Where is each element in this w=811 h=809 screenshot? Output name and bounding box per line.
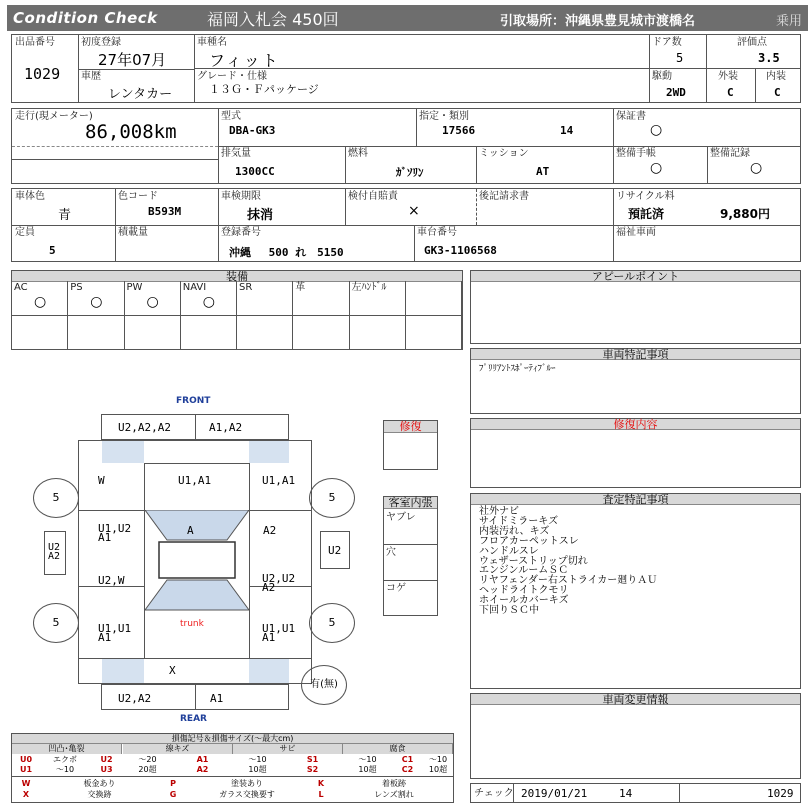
legend-cell: U0: [19, 755, 33, 764]
int-grade: C: [774, 86, 781, 99]
first-reg-label: 初度登録: [81, 37, 121, 48]
panel-row3-right: U2,U2 A2: [262, 572, 296, 594]
front-bumper-left: U2,A2,A2: [118, 421, 171, 434]
interior-hole: 穴: [386, 547, 396, 558]
windshield-rear-glass: [145, 510, 249, 614]
maintenance-record: ○: [750, 160, 763, 176]
equipment-header-0: AC: [14, 282, 28, 293]
inspector-panel: [470, 493, 801, 689]
check-date: 2019/01/21: [521, 787, 588, 800]
legend-cell: G: [169, 790, 177, 799]
appeal-title: アピールポイント: [471, 271, 800, 282]
legend-cell: 20超: [138, 765, 157, 774]
inspector-note: 社外ナビ: [479, 506, 519, 517]
app-title: Condition Check: [13, 9, 158, 27]
history: レンタカー: [108, 87, 173, 102]
legend-cell: S1: [306, 755, 319, 764]
equipment-header-3: NAVI: [182, 282, 207, 293]
fuel: ｶﾞｿﾘﾝ: [396, 166, 424, 179]
inspection-label: 車検期限: [221, 191, 261, 202]
legend-cell: エクボ: [53, 755, 77, 764]
legend-cell: ～10: [248, 755, 267, 764]
plate-label: 登録番号: [221, 227, 261, 238]
legend-cell: ～10: [428, 755, 448, 764]
inspector-notes: [479, 507, 657, 616]
manual-label: 整備手帳: [616, 148, 656, 159]
interior-label: 客室内張: [384, 497, 437, 509]
color-code-label: 色コード: [118, 191, 158, 202]
autoliab-label: 検付自賠責: [348, 191, 398, 202]
displacement: 1300CC: [235, 165, 275, 178]
listing-no: 1029: [24, 65, 61, 83]
inspector-note: サイドミラーキズ: [479, 515, 559, 527]
maintenance-manual: ○: [650, 160, 663, 176]
panel-row1-right: U1,A1: [262, 474, 296, 487]
pickup-location: 引取場所：沖縄県豊見城市渡橋名: [500, 14, 696, 29]
equipment-value-2: ○: [146, 294, 159, 310]
grade-label: グレード・仕様: [197, 71, 267, 82]
legend-cell: A2: [196, 765, 209, 774]
model-label: 車種名: [197, 37, 227, 48]
mission-label: ミッション: [479, 148, 529, 159]
legend-category: 線キズ: [123, 744, 233, 754]
legend-cell: 交換跡: [87, 790, 112, 799]
inspector-note: ヘッドライトクモリ: [479, 585, 569, 597]
warranty-label: 保証書: [616, 111, 646, 122]
inspector-note: フロアカーペットスレ: [479, 535, 579, 547]
legend-cell: ～10: [55, 765, 75, 774]
tire-front-left: 5: [33, 478, 79, 518]
drive-label: 駆動: [652, 71, 672, 82]
inspector-note: 下回りＳＣ中: [479, 605, 539, 617]
inspector-note: ホイールカバーキズ: [479, 595, 569, 607]
panel-row4-left: U1,U1 A1: [98, 622, 132, 644]
legend-cell: P: [170, 779, 176, 788]
legend-cell: L: [318, 790, 324, 799]
recycle-fee: 9,880円: [720, 207, 770, 221]
designation: 17566: [442, 124, 476, 137]
rear-bumper-right: A1: [210, 692, 224, 705]
left-side-value: U2 A2: [48, 542, 61, 562]
special-text: ﾌﾟﾘﾘｱﾝﾄｽﾎﾟｰﾃｨﾌﾞﾙｰ: [479, 364, 556, 374]
inspector-note: エンジンルームＳＣ: [479, 565, 569, 577]
ext-label: 外装: [718, 71, 738, 82]
legend-cell: W: [21, 779, 31, 788]
repair-content-panel: [470, 418, 801, 488]
legend-cell: X: [22, 790, 30, 799]
capacity: 5: [49, 244, 56, 257]
spare-tire: 有(無): [301, 665, 347, 705]
postbill-label: 後記請求書: [479, 191, 529, 202]
legend-cell: U1: [19, 765, 33, 774]
check-label: チェック: [474, 788, 514, 799]
interior-box: [383, 496, 438, 616]
inspector-note: ウェザーストリップ切れ: [479, 555, 588, 567]
legend-category: 腐食: [343, 744, 453, 754]
rear-bumper-left: U2,A2: [118, 692, 152, 705]
mileage-label: 走行(現メーター): [15, 111, 93, 122]
appeal-panel: [470, 270, 801, 344]
legend-cell: ～10: [358, 755, 377, 764]
panel-row2-left: U1,U2 A1: [98, 522, 132, 544]
tire-front-right: 5: [309, 478, 355, 518]
score: 3.5: [758, 51, 780, 65]
first-reg: 27年07月: [98, 51, 167, 69]
repair-content-title: 修復内容: [471, 419, 800, 430]
changes-title: 車両変更情報: [471, 694, 800, 705]
int-label: 内装: [766, 71, 786, 82]
panel-row4-right: U1,U1 A1: [262, 622, 296, 644]
repair-label: 修復: [384, 421, 437, 433]
legend-cell: C2: [401, 765, 414, 774]
equipment-header-6: 左ﾊﾝﾄﾞﾙ: [351, 282, 387, 293]
type-label: 型式: [221, 111, 241, 122]
legend-cell: 板金あり: [83, 779, 116, 788]
front-bumper-right: A1,A2: [209, 421, 243, 434]
recycle-status: 預託済: [628, 207, 665, 221]
inspector-note: 内装汚れ、キズ: [479, 525, 550, 537]
welfare-label: 福祉車両: [616, 227, 656, 238]
panel-row5-mid: X: [169, 664, 176, 677]
panel-row1-left: W: [98, 474, 105, 487]
model-name: フィット: [209, 51, 280, 70]
equipment-value-0: ○: [34, 294, 47, 310]
color-code: B593M: [148, 205, 182, 218]
legend-title: 損傷記号＆損傷サイズ(～最大cm): [12, 734, 453, 744]
legend-category: サビ: [233, 744, 343, 754]
doors-label: ドア数: [652, 37, 682, 48]
equipment-value-3: ○: [202, 294, 215, 310]
designation2: 14: [560, 124, 574, 137]
right-side-value: U2: [328, 544, 342, 557]
tire-rear-right: 5: [309, 603, 355, 643]
mission: AT: [536, 165, 550, 178]
autoliab: ×: [408, 203, 420, 219]
changes-panel: [470, 693, 801, 779]
equipment-header-4: SR: [239, 282, 253, 293]
equipment-title: 装備: [12, 271, 462, 282]
trunk-label: trunk: [180, 619, 204, 629]
chassis-number: GK3-1106568: [424, 244, 497, 257]
inspection-expiry: 抹消: [247, 208, 274, 223]
recycle-label: リサイクル料: [616, 191, 675, 202]
auction-name: 福岡入札会 450回: [207, 10, 339, 29]
legend-cell: C1: [401, 755, 414, 764]
equipment-header-1: PS: [70, 282, 83, 293]
tire-rear-left: 5: [33, 603, 79, 643]
special-panel: [470, 348, 801, 414]
inspector-note: リヤフェンダー右ストライカー廻りＡＵ: [479, 575, 658, 587]
listing-no-label: 出品番号: [15, 37, 55, 48]
ext-grade: C: [727, 86, 734, 99]
panel-row2-mid: A: [187, 524, 194, 537]
load-label: 積載量: [118, 227, 148, 238]
check-number: 1029: [767, 787, 794, 800]
legend-cell: U3: [100, 765, 113, 774]
grade: １３Ｇ・Ｆパッケージ: [209, 83, 319, 96]
chassis-label: 車台番号: [417, 227, 457, 238]
interior-burn: コゲ: [386, 583, 406, 594]
inspector-title: 査定特記事項: [471, 494, 800, 505]
legend-cell: K: [317, 779, 325, 788]
check-day: 14: [619, 787, 633, 800]
plate-number: 沖縄 500 れ 5150: [229, 246, 344, 259]
model-type: DBA-GK3: [229, 124, 276, 137]
equipment-header-5: 革: [295, 282, 306, 293]
rear-label: REAR: [180, 714, 207, 724]
record-label: 整備記録: [710, 148, 750, 159]
drive: 2WD: [666, 86, 686, 99]
inspector-note: ハンドルスレ: [479, 545, 539, 557]
legend-cell: 10超: [358, 765, 377, 774]
vehicle-category: 乗用: [776, 14, 803, 29]
panel-row2-right: A2: [263, 524, 277, 537]
body-color: 青: [58, 208, 72, 223]
legend-cell: レンズ割れ: [374, 790, 414, 799]
mileage: 86,008km: [85, 121, 177, 143]
score-label: 評価点: [737, 37, 767, 48]
legend-cell: 10超: [248, 765, 267, 774]
footer-bar: [470, 783, 801, 803]
front-label: FRONT: [176, 396, 211, 406]
legend-cell: 10超: [428, 765, 448, 774]
legend-cell: S2: [306, 765, 319, 774]
panel-row1-mid: U1,A1: [178, 474, 212, 487]
legend-cell: A1: [196, 755, 209, 764]
legend-cell: 着板跡: [382, 779, 406, 788]
special-title: 車両特記事項: [471, 349, 800, 360]
equipment-value-1: ○: [90, 294, 103, 310]
panel-row3-left: U2,W: [98, 574, 125, 587]
color-label: 車体色: [15, 191, 45, 202]
legend-cell: ガラス交換要す: [219, 790, 275, 799]
designation-label: 指定・類別: [419, 111, 469, 122]
repair-box: [383, 420, 438, 470]
fuel-label: 燃料: [348, 148, 368, 159]
doors: 5: [676, 51, 684, 65]
displacement-label: 排気量: [221, 148, 251, 159]
legend-cell: 塗装あり: [231, 779, 263, 788]
capacity-label: 定員: [15, 227, 35, 238]
legend-cell: U2: [100, 755, 113, 764]
warranty: ○: [650, 122, 663, 138]
interior-tear: ヤブレ: [386, 512, 416, 523]
legend-category: 凹凸･亀裂: [12, 744, 122, 754]
legend-cell: ～20: [138, 755, 157, 764]
damage-legend: [11, 733, 454, 803]
history-label: 車歴: [81, 71, 101, 82]
equipment-header-2: PW: [126, 282, 143, 293]
